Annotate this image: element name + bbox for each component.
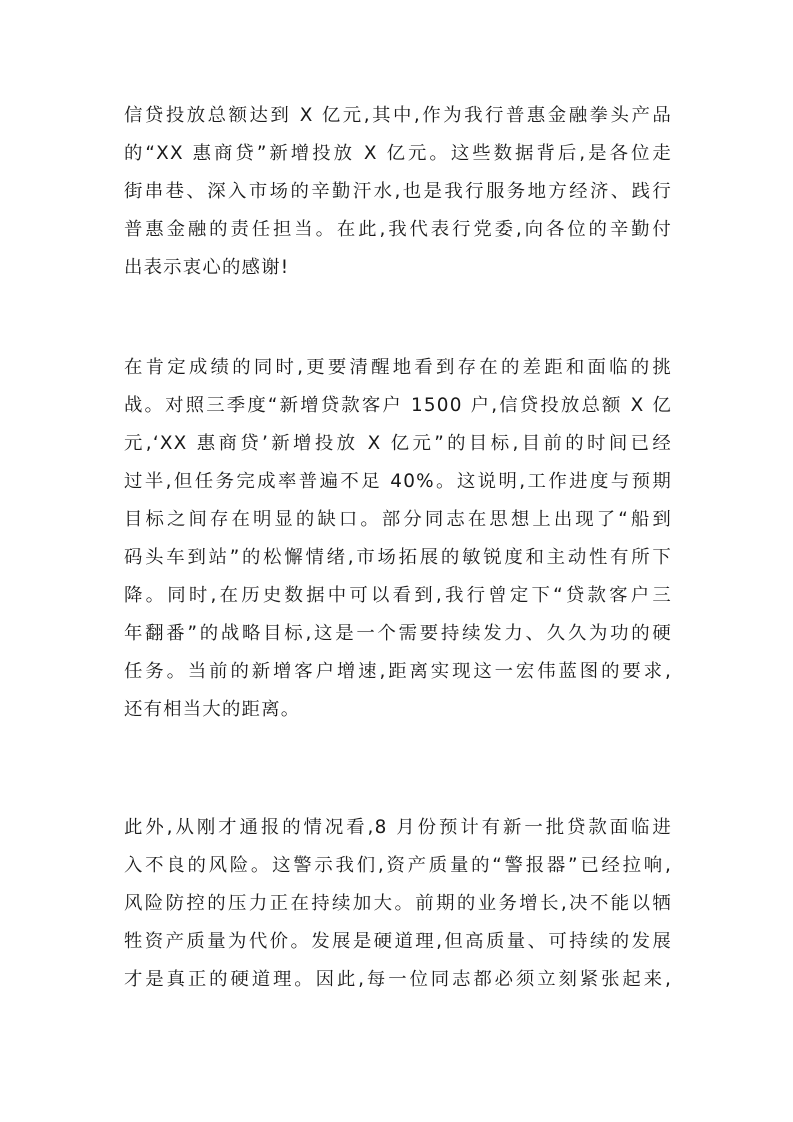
paragraph-line: 此外,从刚才通报的情况看,8 月份预计有新一批贷款面临进 [124, 817, 672, 838]
paragraph-line: 牲资产质量为代价。发展是硬道理,但高质量、可持续的发展 [124, 931, 672, 952]
paragraph-line: 信贷投放总额达到 X 亿元,其中,作为我行普惠金融拳头产品 [124, 105, 672, 126]
paragraph-line: 元,‘XX 惠商贷’新增投放 X 亿元”的目标,目前的时间已经 [124, 433, 672, 454]
paragraph-line: 目标之间存在明显的缺口。部分同志在思想上出现了“船到 [124, 509, 672, 530]
paragraph-line: 任务。当前的新增客户增速,距离实现这一宏伟蓝图的要求, [124, 661, 672, 682]
paragraph-1 [124, 97, 672, 287]
paragraph-line: 入不良的风险。这警示我们,资产质量的“警报器”已经拉响, [124, 855, 672, 876]
paragraph-line: 才是真正的硬道理。因此,每一位同志都必须立刻紧张起来, [124, 969, 672, 990]
paragraph-line: 年翻番”的战略目标,这是一个需要持续发力、久久为功的硬 [124, 623, 672, 644]
paragraph-line: 的“XX 惠商贷”新增投放 X 亿元。这些数据背后,是各位走 [124, 143, 672, 164]
paragraph-line: 出表示衷心的感谢! [124, 257, 290, 278]
paragraph-2 [124, 349, 672, 729]
paragraph-line: 在肯定成绩的同时,更要清醒地看到存在的差距和面临的挑 [124, 357, 672, 378]
paragraph-3 [124, 809, 672, 999]
paragraph-line: 街串巷、深入市场的辛勤汗水,也是我行服务地方经济、践行 [124, 181, 672, 202]
paragraph-line: 风险防控的压力正在持续加大。前期的业务增长,决不能以牺 [124, 893, 672, 914]
paragraph-line: 普惠金融的责任担当。在此,我代表行党委,向各位的辛勤付 [124, 219, 672, 240]
paragraph-line: 码头车到站”的松懈情绪,市场拓展的敏锐度和主动性有所下 [124, 547, 672, 568]
paragraph-line: 战。对照三季度“新增贷款客户 1500 户,信贷投放总额 X 亿 [124, 395, 672, 416]
paragraph-line: 还有相当大的距离。 [124, 699, 301, 720]
paragraph-line: 过半,但任务完成率普遍不足 40%。这说明,工作进度与预期 [124, 471, 672, 492]
paragraph-line: 降。同时,在历史数据中可以看到,我行曾定下“贷款客户三 [124, 585, 672, 606]
